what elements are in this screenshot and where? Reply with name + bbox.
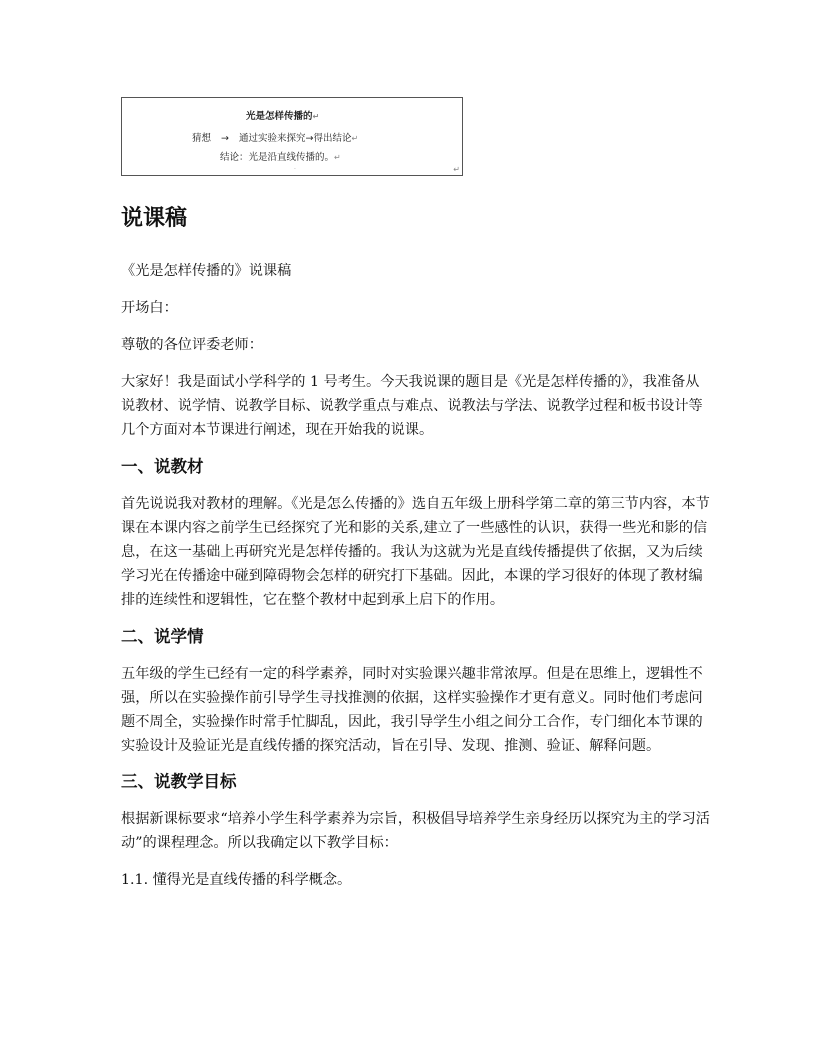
document-title: 说课稿 — [121, 206, 188, 231]
figure-conclusion: 结论：光是沿直线传播的。 — [220, 152, 335, 163]
figure-title-text: 光是怎样传播的 — [246, 111, 313, 122]
goal-list-item: 1.1. 懂得光是直线传播的科学概念。 — [121, 872, 352, 888]
section-heading-goals: 三、说教学目标 — [121, 772, 237, 791]
diagram-figure — [121, 97, 463, 176]
figure-conclusion-line — [220, 149, 341, 163]
section-body-textbook: 首先说说我对教材的理解。《光是怎么传播的》选自五年级上册科学第二章的第三节内容，本节课在本课内容之前学生已经探究了光和影的关系,建立了一些感性的认识，获得一些光和影的信息，在这一基础上再研究光是怎样传播的。我认为这就为光是直线传播提供了依据，又为后续学习光在传播途中碰到障碍物会怎样的研究打下基础。因此，本课的学习很好的体现了教材编排的连续性和逻辑性，它在整个教材中起到承上启下的作用。 — [121, 496, 710, 608]
paragraph-mark-icon: ↵ — [334, 153, 341, 162]
opening-label: 开场白： — [121, 300, 178, 316]
section-body-goals: 根据新课标要求“培养小学生科学素养为宗旨，积极倡导培养学生亲身经历以探究为主的学习活动”的课程理念。所以我确定以下教学目标： — [121, 811, 710, 851]
figure-anchor-dot: · — [294, 166, 296, 173]
arrow-right-icon: → — [221, 133, 229, 144]
greeting: 尊敬的各位评委老师： — [121, 337, 263, 353]
section-heading-learner: 二、说学情 — [121, 627, 204, 646]
paragraph-mark-icon: ↵ — [351, 134, 359, 143]
section-body-learner: 五年级的学生已经有一定的科学素养，同时对实验课兴趣非常浓厚。但是在思维上，逻辑性不强，所以在实验操作前引导学生寻找推测的依据，这样实验操作才更有意义。同时他们考虑问题不周全，实验操作时常手忙脚乱，因此，我引导学生小组之间分工合作，专门细化本节课的实验设计及验证光是直线传播的探究活动，旨在引导、发现、推测、验证、解释问题。 — [121, 666, 703, 754]
figure-corner-mark-icon: ↵ — [453, 165, 460, 174]
figure-step-process: 通过实验来探究→得出结论 — [238, 133, 352, 144]
section-heading-textbook: 一、说教材 — [121, 457, 204, 476]
paragraph-mark-icon: ↵ — [312, 112, 320, 121]
figure-process-line — [192, 130, 358, 144]
figure-step-guess: 猜想 — [192, 133, 212, 144]
lesson-title: 《光是怎样传播的》说课稿 — [121, 263, 292, 279]
document-body — [121, 204, 711, 892]
intro-paragraph: 大家好！我是面试小学科学的 1 号考生。今天我说课的题目是《光是怎样传播的》，我准备从说教材、说学情、说教学目标、说教学重点与难点、说教法与学法、说教学过程和板书设计等几个方面对本节课进行阐述，现在开始我的说课。 — [121, 374, 703, 438]
figure-title — [246, 108, 319, 122]
